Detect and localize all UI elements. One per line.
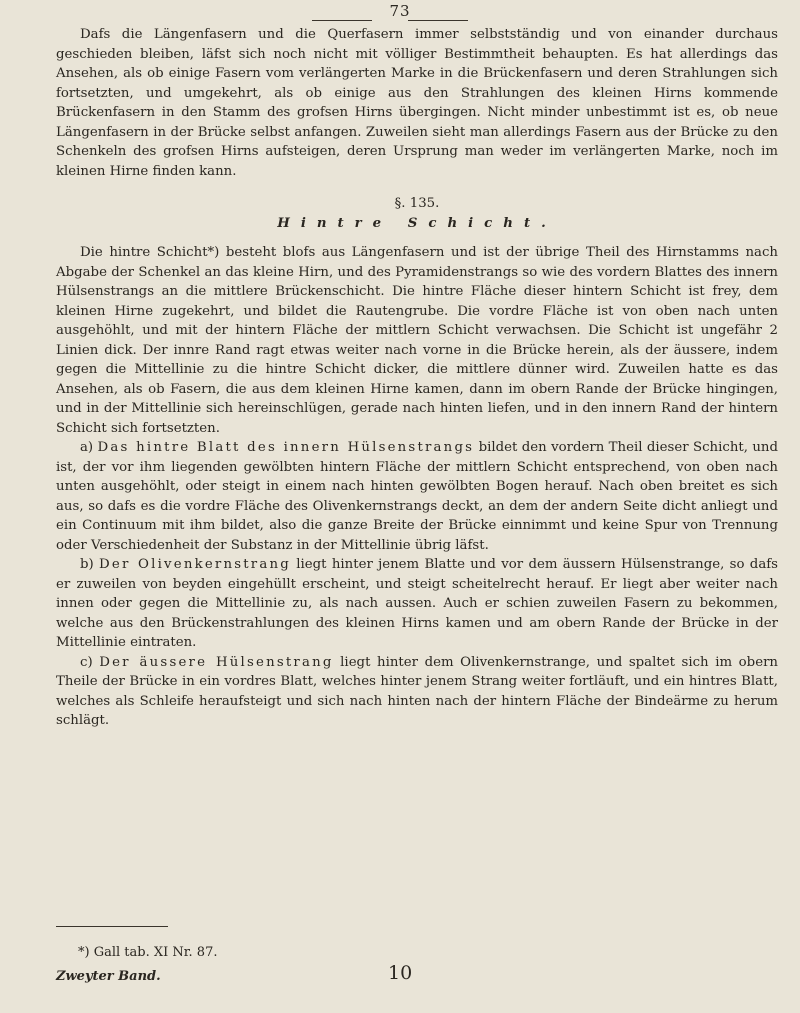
item-text: liegt hinter jenem Blatte und vor dem äussern Hülsenstrange, so dafs er zuweilen von beyden eingehüllt erscheint, und steigt scheitelrecht herauf. Er liegt aber weiter nach innen oder gegen die Mittellinie zu, als nach aussen. Auch er schien zuweilen Fasern zu bekommen, welche aus den Brückenstrahlungen des kleinen Hirns kamen und am obern Rande der Brücke in der Mittellinie eintraten. — [56, 557, 778, 650]
item-label: c) — [80, 654, 93, 670]
item-text: liegt hinter dem Olivenkernstrange, und spaltet sich im obern Theile der Brücke in ein vordres Blatt, welches hinter jenem Strang weiter fortläuft, und ein hintres Blatt, welches als Schleife heraufsteigt und sich nach hinten nach der hintern Fläche der Bindeärme zu herum schlägt. — [56, 654, 778, 728]
footnote-rule — [56, 926, 168, 927]
list-item-b — [56, 555, 778, 653]
sheet-number: 10 — [388, 962, 413, 984]
header-rule-right — [408, 20, 468, 21]
item-text: bildet den vordern Theil dieser Schicht, und ist, der vor ihm liegenden gewölbten hintern Fläche der mittlern Schicht entsprechend, von oben nach unten ausgehöhlt, oder steigt in einem nach hinten gewölbten Bogen herauf. Nach oben breitet es sich aus, so dafs es die vordre Fläche des Olivenkernstrangs deckt, an dem der andern Seite dicht anliegt und ein Continuum mit ihm bildet, also die ganze Breite der Brücke einnimmt und keine Spur von Trennung oder Verschiedenheit der Substanz in der Mittellinie übrig läfst. — [56, 440, 778, 553]
section-number: §. 135. — [394, 196, 440, 211]
item-label: b) — [80, 557, 94, 572]
section-title: Hintre Schicht. — [277, 215, 557, 231]
signature-mark: Zweyter Band. — [56, 969, 161, 984]
list-item-c — [56, 653, 778, 731]
footnote — [56, 944, 778, 962]
footnote-text: *) Gall tab. XI Nr. 87. — [78, 945, 218, 960]
item-term: Das hintre Blatt des innern Hülsenstrangs — [97, 440, 475, 455]
page-body — [56, 25, 778, 731]
item-term: Der Olivenkernstrang — [99, 557, 291, 572]
page-number: 73 — [389, 2, 411, 20]
header-rule-left — [312, 20, 372, 21]
intro-paragraph: Dafs die Längenfasern und die Querfasern immer selbstständig und von einander durchaus geschieden bleiben, läfst sich noch nicht mit völliger Bestimmtheit behaupten. Es hat allerdings das Ansehen, als ob einige Fasern vom verlängerten Marke in die Brückenfasern und deren Strahlungen sich fortsetzten, und umgekehrt, als ob einige aus den Strahlungen des kleinen Hirns kommende Brückenfasern in den Stamm des grofsen Hirns übergingen. Nicht minder unbestimmt ist es, ob neue Längenfasern in der Brücke selbst anfangen. Zuweilen sieht man allerdings Fasern aus der Brücke zu den Schenkeln des grofsen Hirns aufsteigen, deren Ursprung man weder im verlängerten Marke, noch im kleinen Hirne finden kann. — [56, 27, 778, 179]
list-item-a — [56, 438, 778, 555]
item-term: Der äussere Hülsenstrang — [99, 654, 334, 670]
item-label: a) — [80, 440, 94, 455]
main-paragraph: Die hintre Schicht*) besteht blofs aus Längenfasern und ist der übrige Theil des Hirnstamms nach Abgabe der Schenkel an das kleine Hirn, und des Pyramidenstrangs so wie des vordern Blattes des innern Hülsenstrangs an die mittlere Brückenschicht. Die hintre Fläche dieser hintern Schicht ist frey, dem kleinen Hirne zugekehrt, und bildet die Rautengrube. Die vordre Fläche ist von oben nach unten ausgehöhlt, und mit der hintern Fläche der mittlern Schicht verwachsen. Die Schicht ist ungefähr 2 Linien dick. Der innre Rand ragt etwas weiter nach vorne in die Brücke herein, als der äussere, indem gegen die Mittellinie zu die hintre Schicht dicker, die mittlere dünner wird. Zuweilen hatte es das Ansehen, als ob Fasern, die aus dem kleinen Hirne kamen, dann im obern Rande der Brücke hingingen, und in der Mittellinie sich hereinschlügen, gerade nach hinten liefen, und in den innern Rand der hintern Schicht sich fortsetzten. — [56, 245, 778, 436]
